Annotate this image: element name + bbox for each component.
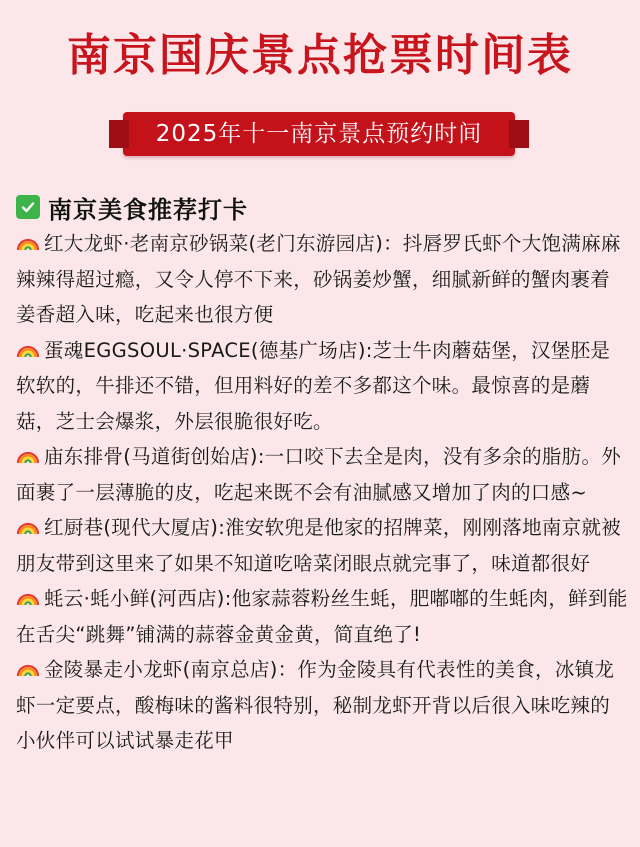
food-entry — [16, 510, 628, 581]
rainbow-icon — [16, 512, 40, 532]
rainbow-icon — [16, 654, 40, 674]
food-entry — [16, 652, 628, 759]
food-entry-text: 蚝云·蚝小鲜(河西店):他家蒜蓉粉丝生蚝，肥嘟嘟的生蚝肉，鲜到能在舌尖“跳舞”铺满的蒜蓉金黄金黄，简直绝了! — [16, 587, 628, 646]
food-entry-text: 红大龙虾·老南京砂锅菜(老门东游园店)：抖唇罗氏虾个大饱满麻麻辣辣得超过瘾，又令人停不下来，砂锅姜炒蟹，细腻新鲜的蟹肉裹着姜香超入味，吃起来也很方便 — [16, 232, 621, 326]
rainbow-icon — [16, 583, 40, 603]
food-entry-text: 庙东排骨(马道街创始店):一口咬下去全是肉，没有多余的脂肪。外面裹了一层薄脆的皮，吃起来既不会有油腻感又增加了肉的口感~ — [16, 445, 622, 504]
subtitle-banner — [123, 112, 515, 156]
banner-text: 2025年十一南京景点预约时间 — [155, 121, 483, 147]
section-heading-text: 南京美食推荐打卡 — [48, 195, 248, 224]
food-entry — [16, 226, 628, 333]
food-entry — [16, 333, 628, 440]
food-entry — [16, 439, 628, 510]
rainbow-icon — [16, 228, 40, 248]
checkmark-icon — [16, 195, 40, 219]
food-entry — [16, 581, 628, 652]
food-entry-text: 红厨巷(现代大厦店):淮安软兜是他家的招牌菜，刚刚落地南京就被朋友带到这里来了如果不知道吃啥菜闭眼点就完事了，味道都很好 — [16, 516, 622, 575]
section-heading — [16, 190, 248, 224]
rainbow-icon — [16, 335, 40, 355]
rainbow-icon — [16, 441, 40, 461]
food-list — [16, 226, 628, 759]
food-entry-text: 金陵暴走小龙虾(南京总店)：作为金陵具有代表性的美食，冰镇龙虾一定要点，酸梅味的酱料很特别，秘制龙虾开背以后很入味吃辣的小伙伴可以试试暴走花甲 — [16, 658, 615, 752]
page-title: 南京国庆景点抢票时间表 — [67, 30, 573, 81]
food-entry-text: 蛋魂EGGSOUL·SPACE(德基广场店):芝士牛肉蘑菇堡，汉堡胚是软软的，牛排还不错，但用料好的差不多都这个味。最惊喜的是蘑菇，芝士会爆浆，外层很脆很好吃。 — [16, 338, 611, 433]
